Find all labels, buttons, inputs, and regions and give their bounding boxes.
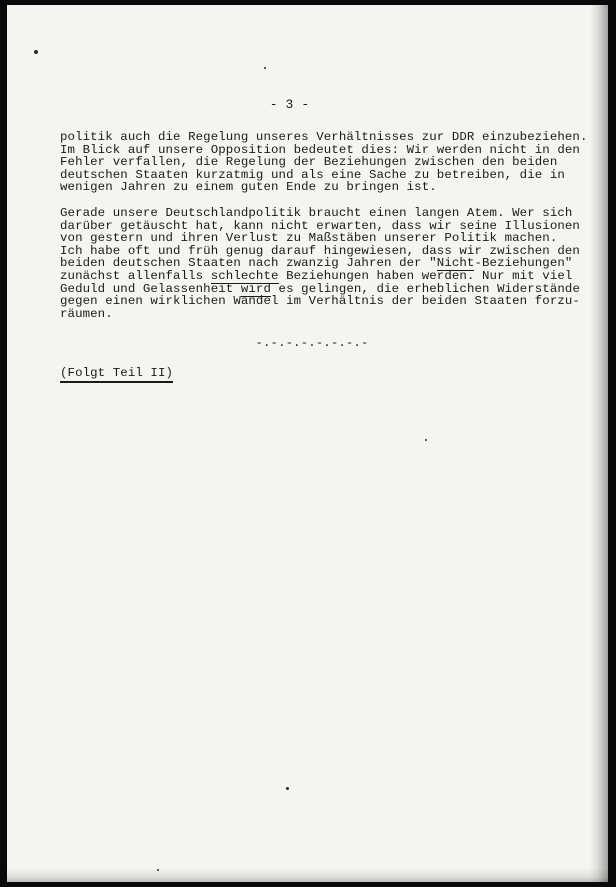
document-page — [7, 5, 608, 882]
text-segment: beiden deutschen Staaten nach zwanzig Jahren der " — [60, 256, 437, 271]
text-line: räumen. — [60, 306, 113, 321]
text-segment: zunächst allenfalls — [60, 268, 211, 283]
paragraph-2 — [60, 207, 580, 320]
text-line: wenigen Jahren zu einem guten Ende zu bringen ist. — [60, 180, 437, 195]
text-line: Fehler verfallen, die Regelung der Beziehungen zwischen den beiden — [60, 155, 558, 170]
underlined-word-schlechte: schlechte — [210, 268, 279, 283]
scan-speck — [286, 787, 289, 790]
text-line: gegen einen wirklichen Wandel im Verhältnis der beiden Staaten forzu- — [60, 294, 580, 309]
scan-speck — [34, 50, 38, 54]
text-line: politik auch die Regelung unseres Verhältnisses zur DDR einzubeziehen. — [60, 130, 588, 144]
paragraph-1 — [60, 130, 588, 195]
text-segment: Geduld und Gelassenheit — [60, 281, 241, 296]
text-line: darüber getäuscht hat, kann nicht erwarten, dass wir seine Illusionen — [60, 218, 580, 233]
page-edge-shadow-bottom — [7, 868, 608, 882]
section-separator: -.-.-.-.-.-.-.- — [255, 336, 369, 350]
text-line: von gestern und ihren Verlust zu Maßstäben unserer Politik machen. — [60, 231, 558, 246]
text-segment: Beziehungen haben werden. Nur mit viel — [278, 268, 573, 283]
text-segment: -Beziehungen" — [474, 256, 573, 271]
text-line: Gerade unsere Deutschlandpolitik braucht einen langen Atem. Wer sich — [60, 206, 573, 220]
underlined-word-nicht: Nicht — [436, 256, 475, 271]
text-line: Ich habe oft und früh genug darauf hingewiesen, dass wir zwischen den — [60, 243, 580, 258]
continued-note-text: (Folgt Teil II) — [60, 366, 173, 383]
page-number: - 3 - — [269, 97, 310, 112]
text-segment: es gelingen, die erheblichen Widerstände — [271, 281, 580, 296]
page-edge-shadow-right — [590, 5, 608, 882]
underlined-word-wird: wird — [240, 281, 272, 296]
scan-speck — [425, 439, 427, 441]
scan-speck — [264, 67, 266, 69]
text-line: Im Blick auf unsere Opposition bedeutet dies: Wir werden nicht in den — [60, 142, 580, 157]
continued-note — [60, 366, 173, 383]
text-line: deutschen Staaten kurzatmig und als eine Sache zu betreiben, die in — [60, 167, 565, 182]
